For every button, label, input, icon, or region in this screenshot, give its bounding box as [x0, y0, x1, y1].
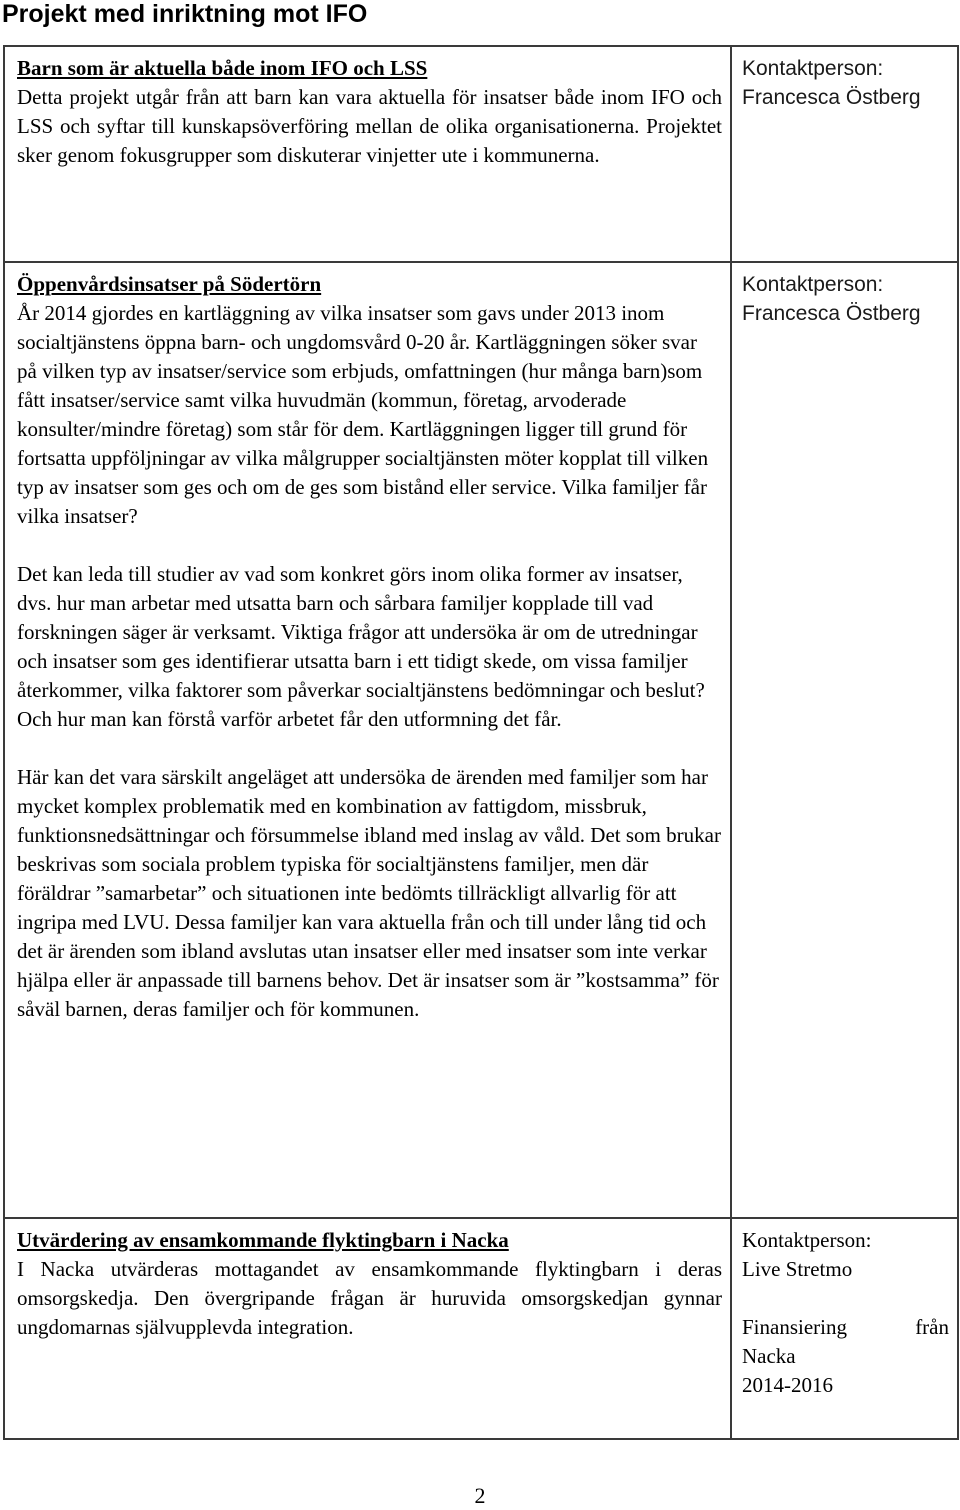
contact-label: Kontaktperson:	[742, 1228, 872, 1252]
funding-word: från	[915, 1315, 949, 1339]
project-title: Öppenvårdsinsatser på Södertörn	[17, 272, 322, 296]
project-contact-cell	[731, 1218, 958, 1439]
funding-line	[742, 1313, 949, 1342]
projects-table	[3, 45, 959, 1440]
project-row-oppenvard	[4, 262, 958, 1218]
funding-word: Finansiering	[742, 1315, 847, 1339]
contact-name: Francesca Östberg	[742, 86, 921, 109]
contact-label: Kontaktperson:	[742, 273, 884, 296]
project-paragraph: Här kan det vara särskilt angeläget att undersöka de ärenden med familjer som har mycket komplex problematik med en kombination av fattigdom, missbruk, funktionsnedsättningar och försummelse ibland med inslag av våld. Det som brukar beskrivas som sociala problem typiska för socialtjänstens familjer, men där föräldrar ”samarbetar” och situationen inte bedömts tillräckligt allvarlig för att ingripa med LVU. Dessa familjer kan vara aktuella från och till under lång tid och det är ärenden som ibland avslutas utan insatser eller med insatser som inte verkar hjälpa eller är anpassade till barnens behov. Det är insatser som är ”kostsamma” för såväl barnen, deras familjer och för kommunen.	[17, 765, 721, 1021]
page-title: Projekt med inriktning mot IFO	[2, 0, 368, 28]
contact-name: Live Stretmo	[742, 1257, 853, 1281]
project-row-ifo-lss	[4, 46, 958, 262]
project-title: Barn som är aktuella både inom IFO och LSS	[17, 56, 428, 80]
project-paragraph: Detta projekt utgår från att barn kan vara aktuella för insatser både inom IFO och LSS och syftar till kunskapsöverföring mellan de olika organisationerna. Projektet sker genom fokusgrupper som diskuterar vinjetter ute i kommunerna.	[17, 85, 722, 167]
funding-years: 2014-2016	[742, 1373, 833, 1397]
project-description-cell	[4, 262, 731, 1218]
contact-label: Kontaktperson:	[742, 57, 884, 80]
project-description-cell	[4, 1218, 731, 1439]
project-paragraph: Det kan leda till studier av vad som konkret görs inom olika former av insatser, dvs. hur man arbetar med utsatta barn och sårbara familjer kopplade till vad forskningen säger är verksamt. Viktiga frågor att undersöka är om de utredningar och insatser som ges identifierar utsatta barn i ett tidigt skede, om vissa familjer återkommer, vilka faktorer som påverkar socialtjänstens bedömningar och beslut? Och hur man kan förstå varför arbetet får den utformning det får.	[17, 562, 705, 731]
page-number: 2	[474, 1483, 486, 1508]
funding-source: Nacka	[742, 1344, 796, 1368]
project-description-cell	[4, 46, 731, 262]
project-row-nacka	[4, 1218, 958, 1439]
project-contact-cell	[731, 46, 958, 262]
project-contact-cell	[731, 262, 958, 1218]
project-paragraph: I Nacka utvärderas mottagandet av ensamkommande flyktingbarn i deras omsorgskedja. Den övergripande frågan är huruvida omsorgskedjan gynnar ungdomarnas självupplevda integration.	[17, 1257, 722, 1339]
contact-name: Francesca Östberg	[742, 302, 921, 325]
project-title: Utvärdering av ensamkommande flyktingbarn i Nacka	[17, 1228, 509, 1252]
project-paragraph: År 2014 gjordes en kartläggning av vilka insatser som gavs under 2013 inom socialtjänstens öppna barn- och ungdomsvård 0-20 år. Kartläggningen söker svar på vilken typ av insatser/service som erbjuds, omfattningen (hur många barn)som fått insatser/service samt vilka huvudmän (kommun, företag, arvoderade konsulter/mindre företag) som står för dem. Kartläggningen ligger till grund för fortsatta uppföljningar av vilka målgrupper socialtjänsten möter kopplat till vilken typ av insatser som ges och om de ges som bistånd eller service. Vilka familjer får vilka insatser?	[17, 301, 709, 528]
